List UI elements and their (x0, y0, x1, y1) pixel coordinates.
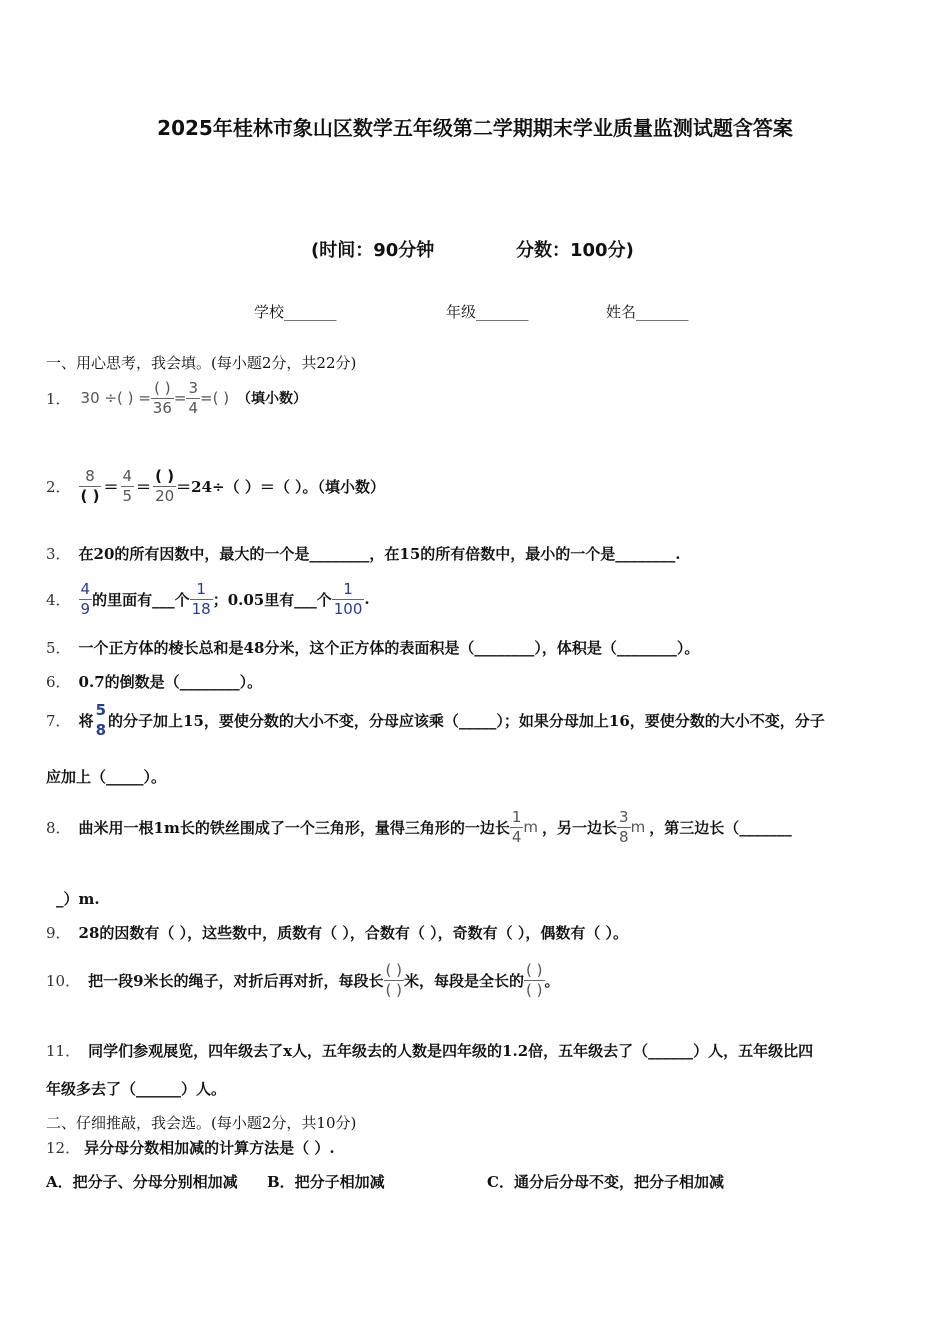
q1-fraction-2: $\frac{3}{4}$ (188, 378, 198, 417)
question-2 (46, 458, 385, 514)
q8-unit-2: m (630, 818, 646, 836)
school-field: 学校_______ (254, 303, 337, 321)
q1-blank: =( ) (200, 389, 230, 407)
q8-text-1: 曲米用一根1m长的铁丝围成了一个三角形，量得三角形的一边长 (78, 818, 510, 837)
name-field: 姓名_______ (606, 303, 689, 321)
q12-option-a: A．把分子、分母分别相加减 (46, 1173, 238, 1191)
q12-option-b: B．把分子相加减 (267, 1173, 385, 1191)
q4-text-1: 的里面有___个 (92, 590, 190, 609)
q2-equals-1: ＝ (103, 477, 119, 496)
question-number: 11． (46, 1042, 81, 1060)
q12-text: 异分母分数相加减的计算方法是（ ）. (84, 1139, 335, 1157)
question-4 (46, 576, 370, 622)
question-number: 10． (46, 971, 81, 990)
question-number: 12． (46, 1139, 81, 1157)
question-3 (46, 543, 681, 564)
q11-line-1: 同学们参观展览，四年级去了x人，五年级去的人数是四年级的1.2倍，五年级去了（______）人，五年级比四 (88, 1042, 814, 1060)
question-5 (46, 637, 699, 658)
q8-text-2: ，另一边长 (542, 818, 618, 837)
q8-unit-1: m (523, 818, 539, 836)
section-2-heading: 二、仔细推敲，我会选。(每小题2分，共10分) (46, 1114, 357, 1132)
q1-equals: = (173, 389, 187, 407)
q8-text-3: ，第三边长（_______ (649, 818, 792, 837)
q10-text-2: 米，每段是全长的 (404, 971, 525, 990)
q2-fraction-2: $\frac{4}{5}$ (122, 466, 133, 505)
q9-text: 28的因数有（ ），这些数中，质数有（ ），合数有（ ），奇数有（ ），偶数有（ ）。 (78, 924, 629, 942)
question-11 (46, 1040, 813, 1061)
question-number: 4． (46, 590, 71, 609)
question-number: 7． (46, 711, 71, 730)
q2-tail: ＝24÷（ ）＝（ ）。（填小数） (176, 477, 386, 496)
question-8 (46, 800, 792, 854)
q7-line-2: 应加上（_____）。 (46, 768, 167, 786)
question-number: 8． (46, 818, 71, 837)
question-number: 5． (46, 639, 71, 657)
q7-prefix: 将 (78, 711, 94, 730)
q10-fraction-1: $\frac{( )}{( )}$ (385, 960, 403, 999)
q6-text: 0.7的倒数是（________）。 (78, 673, 263, 691)
score-label: 分数：100分) (516, 240, 634, 261)
question-7 (46, 698, 825, 742)
q4-fraction-1: $\frac{4}{9}$ (80, 579, 91, 618)
q2-fraction-3: $\frac{( )}{20}$ (155, 466, 175, 505)
q1-fraction-1: $\frac{( )}{36}$ (152, 378, 172, 417)
q1-hint: （填小数） (237, 391, 308, 407)
q3-text: 在20的所有因数中，最大的一个是________，在15的所有倍数中，最小的一个是________. (78, 545, 681, 563)
q7-line-1: 的分子加上15，要使分数的大小不变，分母应该乘（_____）；如果分母加上16，要使分数的大小不变，分子 (108, 711, 825, 730)
question-9 (46, 922, 628, 943)
q7-fraction: $\frac{5}{8}$ (95, 700, 106, 739)
time-label: (时间：90分钟 (311, 240, 435, 261)
q1-expression: 30 ÷( ) = (80, 389, 151, 407)
question-number: 6． (46, 673, 71, 691)
q11-line-2: 年级多去了（______）人。 (46, 1080, 227, 1098)
question-6 (46, 671, 262, 692)
q4-fraction-3: $\frac{1}{100}$ (333, 579, 363, 618)
q8-fraction-2: $\frac{3}{8}$ (619, 807, 629, 846)
q4-text-2: ；0.05里有___个 (212, 590, 332, 609)
q10-fraction-2: $\frac{( )}{( )}$ (526, 960, 543, 999)
section-1-heading: 一、用心思考，我会填。(每小题2分，共22分) (46, 354, 357, 372)
q8-line-2: _）m. (56, 890, 100, 908)
question-number: 1． (46, 389, 71, 408)
grade-field: 年级_______ (446, 303, 529, 321)
question-number: 3． (46, 545, 71, 563)
question-number: 2． (46, 477, 71, 496)
question-12 (46, 1137, 335, 1158)
q2-equals-2: ＝ (136, 477, 152, 496)
q12-option-c: C．通分后分母不变，把分子相加减 (487, 1173, 724, 1191)
q4-text-3: . (364, 590, 370, 608)
q4-fraction-2: $\frac{1}{18}$ (191, 579, 211, 618)
document-title: 2025年桂林市象山区数学五年级第二学期期末学业质量监测试题含答案 (157, 116, 793, 140)
question-10 (46, 956, 560, 1004)
q10-text-3: 。 (544, 971, 560, 990)
question-1 (46, 374, 307, 422)
question-number: 9． (46, 924, 71, 942)
q10-text-1: 把一段9米长的绳子，对折后再对折，每段长 (88, 971, 384, 990)
q8-fraction-1: $\frac{1}{4}$ (511, 807, 522, 846)
q5-text: 一个正方体的棱长总和是48分米，这个正方体的表面积是（________），体积是（________）。 (78, 639, 700, 657)
q2-fraction-1: $\frac{8}{( )}$ (80, 466, 100, 505)
